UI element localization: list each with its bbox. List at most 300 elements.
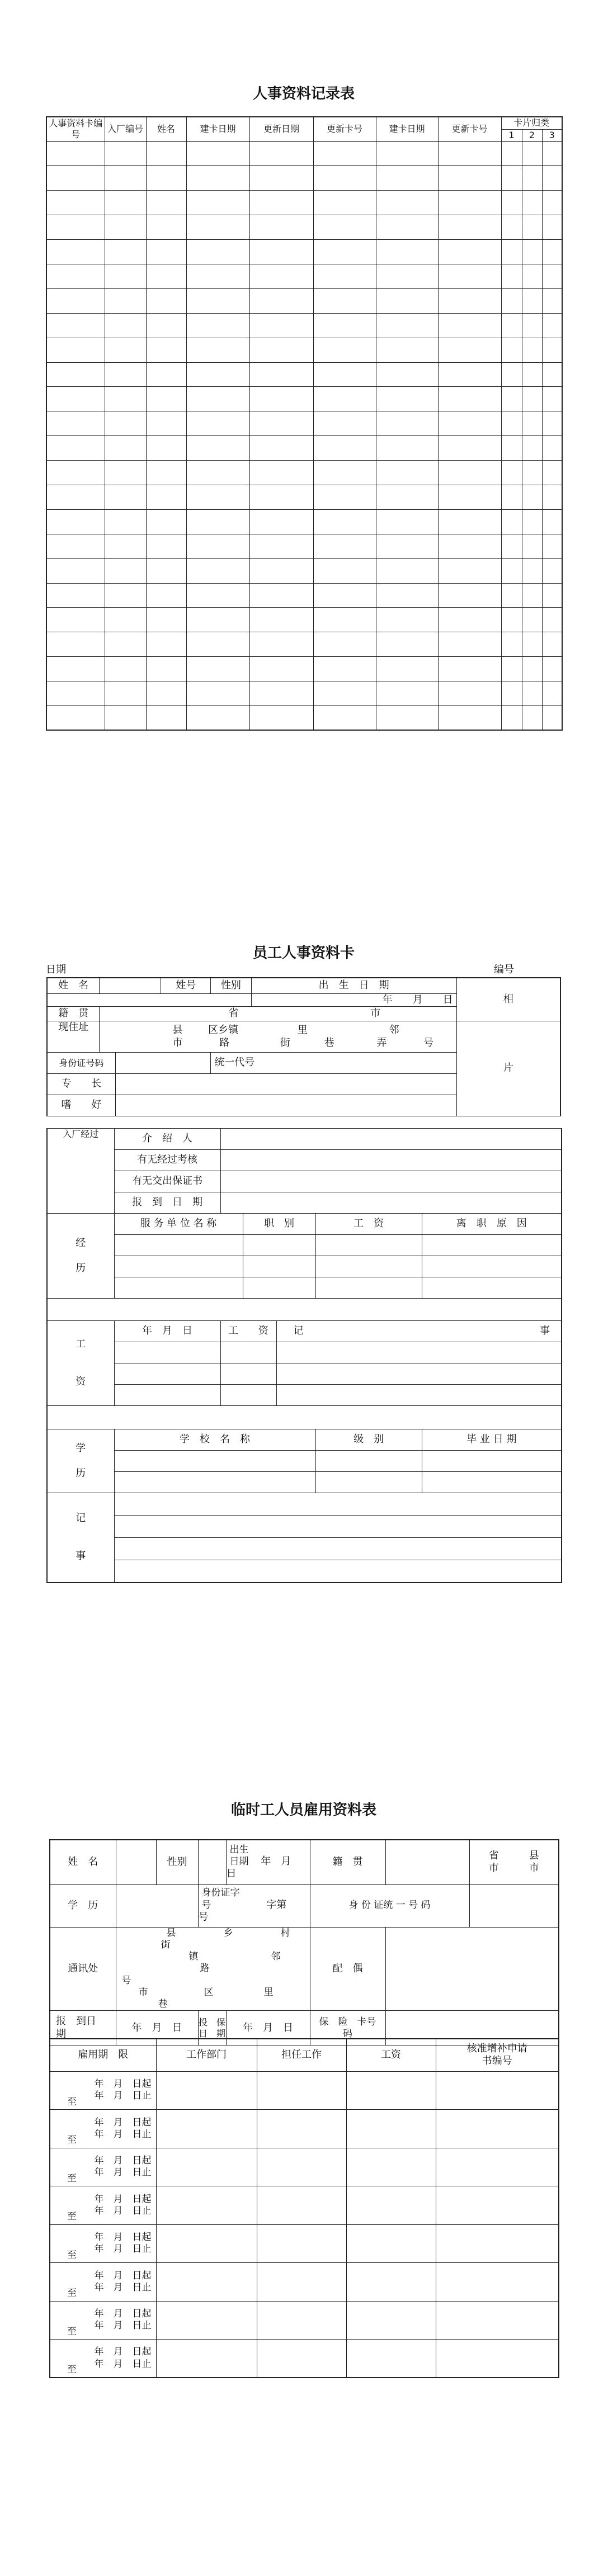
record-cell[interactable] — [522, 387, 542, 411]
record-cell[interactable] — [186, 264, 249, 288]
record-cell[interactable] — [105, 288, 146, 313]
term-data-cell[interactable] — [346, 2110, 436, 2148]
record-cell[interactable] — [249, 485, 313, 509]
record-cell[interactable] — [522, 338, 542, 362]
exp-cell[interactable] — [114, 1256, 243, 1277]
record-cell[interactable] — [105, 387, 146, 411]
address-value[interactable] — [100, 1021, 456, 1053]
record-cell[interactable] — [105, 362, 146, 387]
record-cell[interactable] — [313, 657, 376, 681]
term-cell[interactable] — [50, 2301, 156, 2340]
record-cell[interactable] — [146, 608, 186, 632]
record-cell[interactable] — [46, 632, 105, 657]
record-cell[interactable] — [376, 509, 438, 534]
record-cell[interactable] — [438, 583, 501, 608]
record-cell[interactable] — [249, 313, 313, 338]
record-cell[interactable] — [46, 681, 105, 706]
notes-cell[interactable] — [114, 1560, 562, 1583]
record-cell[interactable] — [542, 509, 562, 534]
record-cell[interactable] — [376, 558, 438, 583]
record-cell[interactable] — [438, 313, 501, 338]
record-cell[interactable] — [376, 583, 438, 608]
record-cell[interactable] — [146, 558, 186, 583]
record-cell[interactable] — [376, 362, 438, 387]
record-cell[interactable] — [186, 681, 249, 706]
record-cell[interactable] — [438, 657, 501, 681]
record-cell[interactable] — [249, 411, 313, 436]
term-data-cell[interactable] — [257, 2110, 346, 2148]
record-cell[interactable] — [501, 166, 522, 191]
record-cell[interactable] — [522, 534, 542, 558]
record-cell[interactable] — [249, 436, 313, 461]
record-cell[interactable] — [105, 141, 146, 166]
record-cell[interactable] — [376, 215, 438, 240]
record-cell[interactable] — [313, 240, 376, 264]
record-cell[interactable] — [501, 264, 522, 288]
term-cell[interactable] — [50, 2263, 156, 2302]
record-cell[interactable] — [186, 509, 249, 534]
record-cell[interactable] — [313, 264, 376, 288]
record-cell[interactable] — [522, 191, 542, 215]
temp-insure-value[interactable]: 年 月 日 — [226, 2011, 310, 2045]
record-cell[interactable] — [438, 509, 501, 534]
record-cell[interactable] — [501, 191, 522, 215]
record-cell[interactable] — [376, 141, 438, 166]
exp-cell[interactable] — [315, 1277, 422, 1299]
temp-report-value[interactable]: 年 月 日 — [116, 2011, 198, 2045]
wage-cell[interactable] — [276, 1385, 562, 1406]
term-data-cell[interactable] — [436, 2340, 559, 2378]
record-cell[interactable] — [146, 681, 186, 706]
record-cell[interactable] — [522, 240, 542, 264]
record-cell[interactable] — [249, 240, 313, 264]
record-cell[interactable] — [146, 215, 186, 240]
record-cell[interactable] — [249, 705, 313, 730]
record-cell[interactable] — [146, 191, 186, 215]
record-cell[interactable] — [105, 705, 146, 730]
record-cell[interactable] — [146, 288, 186, 313]
record-cell[interactable] — [542, 558, 562, 583]
record-cell[interactable] — [105, 240, 146, 264]
edu-cell[interactable] — [422, 1451, 562, 1472]
term-data-cell[interactable] — [436, 2110, 559, 2148]
term-cell[interactable] — [50, 2224, 156, 2263]
notes-cell[interactable] — [114, 1538, 562, 1560]
record-cell[interactable] — [46, 436, 105, 461]
term-data-cell[interactable] — [436, 2186, 559, 2225]
record-cell[interactable] — [249, 534, 313, 558]
record-cell[interactable] — [46, 240, 105, 264]
temp-native-value[interactable] — [385, 1840, 469, 1884]
record-cell[interactable] — [249, 362, 313, 387]
record-cell[interactable] — [522, 608, 542, 632]
record-cell[interactable] — [249, 558, 313, 583]
record-cell[interactable] — [438, 288, 501, 313]
record-cell[interactable] — [542, 166, 562, 191]
record-cell[interactable] — [46, 166, 105, 191]
record-cell[interactable] — [249, 681, 313, 706]
record-cell[interactable] — [249, 657, 313, 681]
record-cell[interactable] — [522, 461, 542, 485]
record-cell[interactable] — [313, 583, 376, 608]
record-cell[interactable] — [376, 166, 438, 191]
guarantee-value[interactable] — [220, 1171, 562, 1192]
record-cell[interactable] — [186, 288, 249, 313]
wage-cell[interactable] — [276, 1363, 562, 1385]
record-cell[interactable] — [501, 288, 522, 313]
specialty-value[interactable] — [115, 1074, 456, 1095]
record-cell[interactable] — [542, 657, 562, 681]
record-cell[interactable] — [542, 264, 562, 288]
record-cell[interactable] — [249, 338, 313, 362]
record-cell[interactable] — [542, 362, 562, 387]
term-data-cell[interactable] — [257, 2340, 346, 2378]
record-cell[interactable] — [522, 264, 542, 288]
record-cell[interactable] — [249, 264, 313, 288]
record-cell[interactable] — [542, 608, 562, 632]
record-cell[interactable] — [105, 461, 146, 485]
term-data-cell[interactable] — [257, 2148, 346, 2186]
record-cell[interactable] — [46, 191, 105, 215]
record-cell[interactable] — [501, 436, 522, 461]
record-cell[interactable] — [146, 387, 186, 411]
record-cell[interactable] — [438, 608, 501, 632]
record-cell[interactable] — [501, 461, 522, 485]
record-cell[interactable] — [522, 215, 542, 240]
record-cell[interactable] — [542, 411, 562, 436]
wage-cell[interactable] — [114, 1385, 220, 1406]
record-cell[interactable] — [438, 411, 501, 436]
wage-cell[interactable] — [220, 1363, 276, 1385]
record-cell[interactable] — [105, 608, 146, 632]
record-cell[interactable] — [146, 436, 186, 461]
record-cell[interactable] — [146, 485, 186, 509]
record-cell[interactable] — [542, 583, 562, 608]
record-cell[interactable] — [542, 313, 562, 338]
record-cell[interactable] — [186, 632, 249, 657]
exp-cell[interactable] — [243, 1256, 315, 1277]
record-cell[interactable] — [46, 215, 105, 240]
record-cell[interactable] — [46, 387, 105, 411]
record-cell[interactable] — [376, 681, 438, 706]
temp-id-value[interactable]: 字第 号 — [198, 1898, 317, 1924]
record-cell[interactable] — [438, 387, 501, 411]
record-cell[interactable] — [313, 681, 376, 706]
record-cell[interactable] — [313, 509, 376, 534]
exp-cell[interactable] — [422, 1235, 562, 1256]
term-data-cell[interactable] — [346, 2186, 436, 2225]
term-data-cell[interactable] — [346, 2148, 436, 2186]
record-cell[interactable] — [249, 166, 313, 191]
record-cell[interactable] — [438, 705, 501, 730]
record-cell[interactable] — [376, 461, 438, 485]
record-cell[interactable] — [146, 313, 186, 338]
record-cell[interactable] — [46, 313, 105, 338]
record-cell[interactable] — [105, 485, 146, 509]
record-cell[interactable] — [522, 485, 542, 509]
record-cell[interactable] — [376, 705, 438, 730]
record-cell[interactable] — [376, 338, 438, 362]
record-cell[interactable] — [46, 411, 105, 436]
wage-cell[interactable] — [114, 1342, 220, 1363]
record-cell[interactable] — [186, 461, 249, 485]
record-cell[interactable] — [146, 240, 186, 264]
term-data-cell[interactable] — [156, 2301, 257, 2340]
record-cell[interactable] — [438, 436, 501, 461]
term-data-cell[interactable] — [436, 2301, 559, 2340]
exp-cell[interactable] — [243, 1235, 315, 1256]
record-cell[interactable] — [186, 191, 249, 215]
record-cell[interactable] — [249, 608, 313, 632]
record-cell[interactable] — [501, 485, 522, 509]
record-cell[interactable] — [105, 411, 146, 436]
record-cell[interactable] — [438, 338, 501, 362]
exam-value[interactable] — [220, 1150, 562, 1171]
record-cell[interactable] — [501, 215, 522, 240]
record-cell[interactable] — [501, 338, 522, 362]
record-cell[interactable] — [146, 534, 186, 558]
record-cell[interactable] — [105, 338, 146, 362]
record-cell[interactable] — [438, 240, 501, 264]
record-cell[interactable] — [501, 705, 522, 730]
birth-date-value[interactable]: 年 月 日 — [251, 993, 456, 1007]
record-cell[interactable] — [313, 632, 376, 657]
record-cell[interactable] — [542, 215, 562, 240]
record-cell[interactable] — [313, 362, 376, 387]
record-cell[interactable] — [186, 141, 249, 166]
record-cell[interactable] — [105, 583, 146, 608]
record-cell[interactable] — [186, 558, 249, 583]
record-cell[interactable] — [186, 215, 249, 240]
exp-cell[interactable] — [243, 1277, 315, 1299]
term-data-cell[interactable] — [436, 2148, 559, 2186]
record-cell[interactable] — [46, 657, 105, 681]
record-cell[interactable] — [542, 338, 562, 362]
record-cell[interactable] — [438, 166, 501, 191]
record-cell[interactable] — [522, 509, 542, 534]
record-cell[interactable] — [522, 558, 542, 583]
record-cell[interactable] — [146, 264, 186, 288]
exp-cell[interactable] — [315, 1235, 422, 1256]
record-cell[interactable] — [522, 705, 542, 730]
temp-contact-value[interactable] — [116, 1927, 310, 2011]
record-cell[interactable] — [249, 583, 313, 608]
record-cell[interactable] — [105, 509, 146, 534]
exp-cell[interactable] — [114, 1277, 243, 1299]
record-cell[interactable] — [376, 264, 438, 288]
record-cell[interactable] — [501, 509, 522, 534]
record-cell[interactable] — [376, 191, 438, 215]
record-cell[interactable] — [542, 534, 562, 558]
record-cell[interactable] — [501, 558, 522, 583]
term-data-cell[interactable] — [346, 2301, 436, 2340]
temp-birth-value[interactable]: 年 月 日 — [226, 1855, 301, 1880]
record-cell[interactable] — [249, 141, 313, 166]
record-cell[interactable] — [501, 632, 522, 657]
record-cell[interactable] — [146, 362, 186, 387]
record-cell[interactable] — [376, 485, 438, 509]
record-cell[interactable] — [501, 681, 522, 706]
record-cell[interactable] — [522, 166, 542, 191]
record-cell[interactable] — [313, 558, 376, 583]
edu-cell[interactable] — [315, 1472, 422, 1493]
term-data-cell[interactable] — [156, 2263, 257, 2302]
wage-cell[interactable] — [220, 1342, 276, 1363]
edu-cell[interactable] — [315, 1451, 422, 1472]
term-cell[interactable] — [50, 2110, 156, 2148]
record-cell[interactable] — [186, 608, 249, 632]
term-cell[interactable] — [50, 2186, 156, 2225]
term-cell[interactable] — [50, 2340, 156, 2378]
record-cell[interactable] — [105, 657, 146, 681]
record-cell[interactable] — [313, 387, 376, 411]
record-cell[interactable] — [46, 141, 105, 166]
record-cell[interactable] — [186, 338, 249, 362]
exp-cell[interactable] — [422, 1256, 562, 1277]
edu-cell[interactable] — [114, 1472, 315, 1493]
term-data-cell[interactable] — [346, 2071, 436, 2110]
record-cell[interactable] — [313, 485, 376, 509]
record-cell[interactable] — [46, 534, 105, 558]
edu-cell[interactable] — [114, 1451, 315, 1472]
record-cell[interactable] — [146, 632, 186, 657]
record-cell[interactable] — [186, 313, 249, 338]
term-data-cell[interactable] — [257, 2071, 346, 2110]
record-cell[interactable] — [501, 583, 522, 608]
record-cell[interactable] — [522, 657, 542, 681]
notes-cell[interactable] — [114, 1516, 562, 1538]
record-cell[interactable] — [313, 191, 376, 215]
record-cell[interactable] — [249, 509, 313, 534]
record-cell[interactable] — [186, 240, 249, 264]
record-cell[interactable] — [186, 657, 249, 681]
record-cell[interactable] — [438, 264, 501, 288]
record-cell[interactable] — [105, 313, 146, 338]
record-cell[interactable] — [376, 632, 438, 657]
record-cell[interactable] — [542, 705, 562, 730]
record-cell[interactable] — [376, 313, 438, 338]
record-cell[interactable] — [186, 387, 249, 411]
record-cell[interactable] — [522, 362, 542, 387]
record-cell[interactable] — [186, 583, 249, 608]
record-cell[interactable] — [249, 461, 313, 485]
record-cell[interactable] — [438, 461, 501, 485]
record-cell[interactable] — [501, 387, 522, 411]
record-cell[interactable] — [46, 558, 105, 583]
term-data-cell[interactable] — [156, 2224, 257, 2263]
record-cell[interactable] — [46, 288, 105, 313]
record-cell[interactable] — [46, 264, 105, 288]
record-cell[interactable] — [313, 534, 376, 558]
record-cell[interactable] — [249, 387, 313, 411]
record-cell[interactable] — [542, 681, 562, 706]
introducer-value[interactable] — [220, 1129, 562, 1150]
record-cell[interactable] — [146, 411, 186, 436]
temp-spouse-value[interactable] — [385, 1927, 559, 2011]
record-cell[interactable] — [46, 338, 105, 362]
record-cell[interactable] — [313, 313, 376, 338]
record-cell[interactable] — [501, 362, 522, 387]
term-data-cell[interactable] — [257, 2263, 346, 2302]
record-cell[interactable] — [146, 338, 186, 362]
term-data-cell[interactable] — [156, 2186, 257, 2225]
temp-education-value[interactable] — [116, 1884, 198, 1927]
record-cell[interactable] — [249, 288, 313, 313]
record-cell[interactable] — [376, 240, 438, 264]
record-cell[interactable] — [501, 313, 522, 338]
record-cell[interactable] — [105, 191, 146, 215]
record-cell[interactable] — [438, 558, 501, 583]
record-cell[interactable] — [46, 705, 105, 730]
record-cell[interactable] — [249, 215, 313, 240]
wage-cell[interactable] — [276, 1342, 562, 1363]
record-cell[interactable] — [438, 534, 501, 558]
record-cell[interactable] — [313, 215, 376, 240]
record-cell[interactable] — [46, 583, 105, 608]
term-cell[interactable] — [50, 2071, 156, 2110]
term-data-cell[interactable] — [436, 2071, 559, 2110]
record-cell[interactable] — [105, 215, 146, 240]
record-cell[interactable] — [105, 166, 146, 191]
term-data-cell[interactable] — [156, 2110, 257, 2148]
record-cell[interactable] — [501, 141, 522, 166]
record-cell[interactable] — [376, 657, 438, 681]
term-data-cell[interactable] — [257, 2186, 346, 2225]
record-cell[interactable] — [46, 509, 105, 534]
record-cell[interactable] — [46, 461, 105, 485]
report-date-value[interactable] — [220, 1192, 562, 1214]
term-data-cell[interactable] — [436, 2263, 559, 2302]
record-cell[interactable] — [105, 681, 146, 706]
record-cell[interactable] — [105, 534, 146, 558]
term-data-cell[interactable] — [346, 2224, 436, 2263]
term-data-cell[interactable] — [156, 2071, 257, 2110]
record-cell[interactable] — [186, 411, 249, 436]
record-cell[interactable] — [542, 461, 562, 485]
record-cell[interactable] — [501, 657, 522, 681]
record-cell[interactable] — [522, 632, 542, 657]
record-cell[interactable] — [438, 681, 501, 706]
record-cell[interactable] — [249, 191, 313, 215]
temp-gender-value[interactable] — [198, 1840, 226, 1884]
record-cell[interactable] — [313, 705, 376, 730]
record-cell[interactable] — [542, 632, 562, 657]
temp-name-value[interactable] — [116, 1840, 156, 1884]
record-cell[interactable] — [105, 264, 146, 288]
record-cell[interactable] — [501, 240, 522, 264]
record-cell[interactable] — [522, 288, 542, 313]
name-value[interactable] — [100, 978, 161, 993]
record-cell[interactable] — [105, 558, 146, 583]
term-data-cell[interactable] — [257, 2224, 346, 2263]
record-cell[interactable] — [146, 166, 186, 191]
record-cell[interactable] — [376, 436, 438, 461]
hobby-value[interactable] — [115, 1095, 456, 1116]
record-cell[interactable] — [376, 411, 438, 436]
exp-cell[interactable] — [114, 1235, 243, 1256]
record-cell[interactable] — [376, 534, 438, 558]
record-cell[interactable] — [438, 632, 501, 657]
record-cell[interactable] — [522, 141, 542, 166]
record-cell[interactable] — [146, 705, 186, 730]
record-cell[interactable] — [522, 583, 542, 608]
record-cell[interactable] — [313, 436, 376, 461]
record-cell[interactable] — [186, 166, 249, 191]
term-data-cell[interactable] — [257, 2301, 346, 2340]
record-cell[interactable] — [313, 141, 376, 166]
exp-cell[interactable] — [315, 1256, 422, 1277]
record-cell[interactable] — [249, 632, 313, 657]
